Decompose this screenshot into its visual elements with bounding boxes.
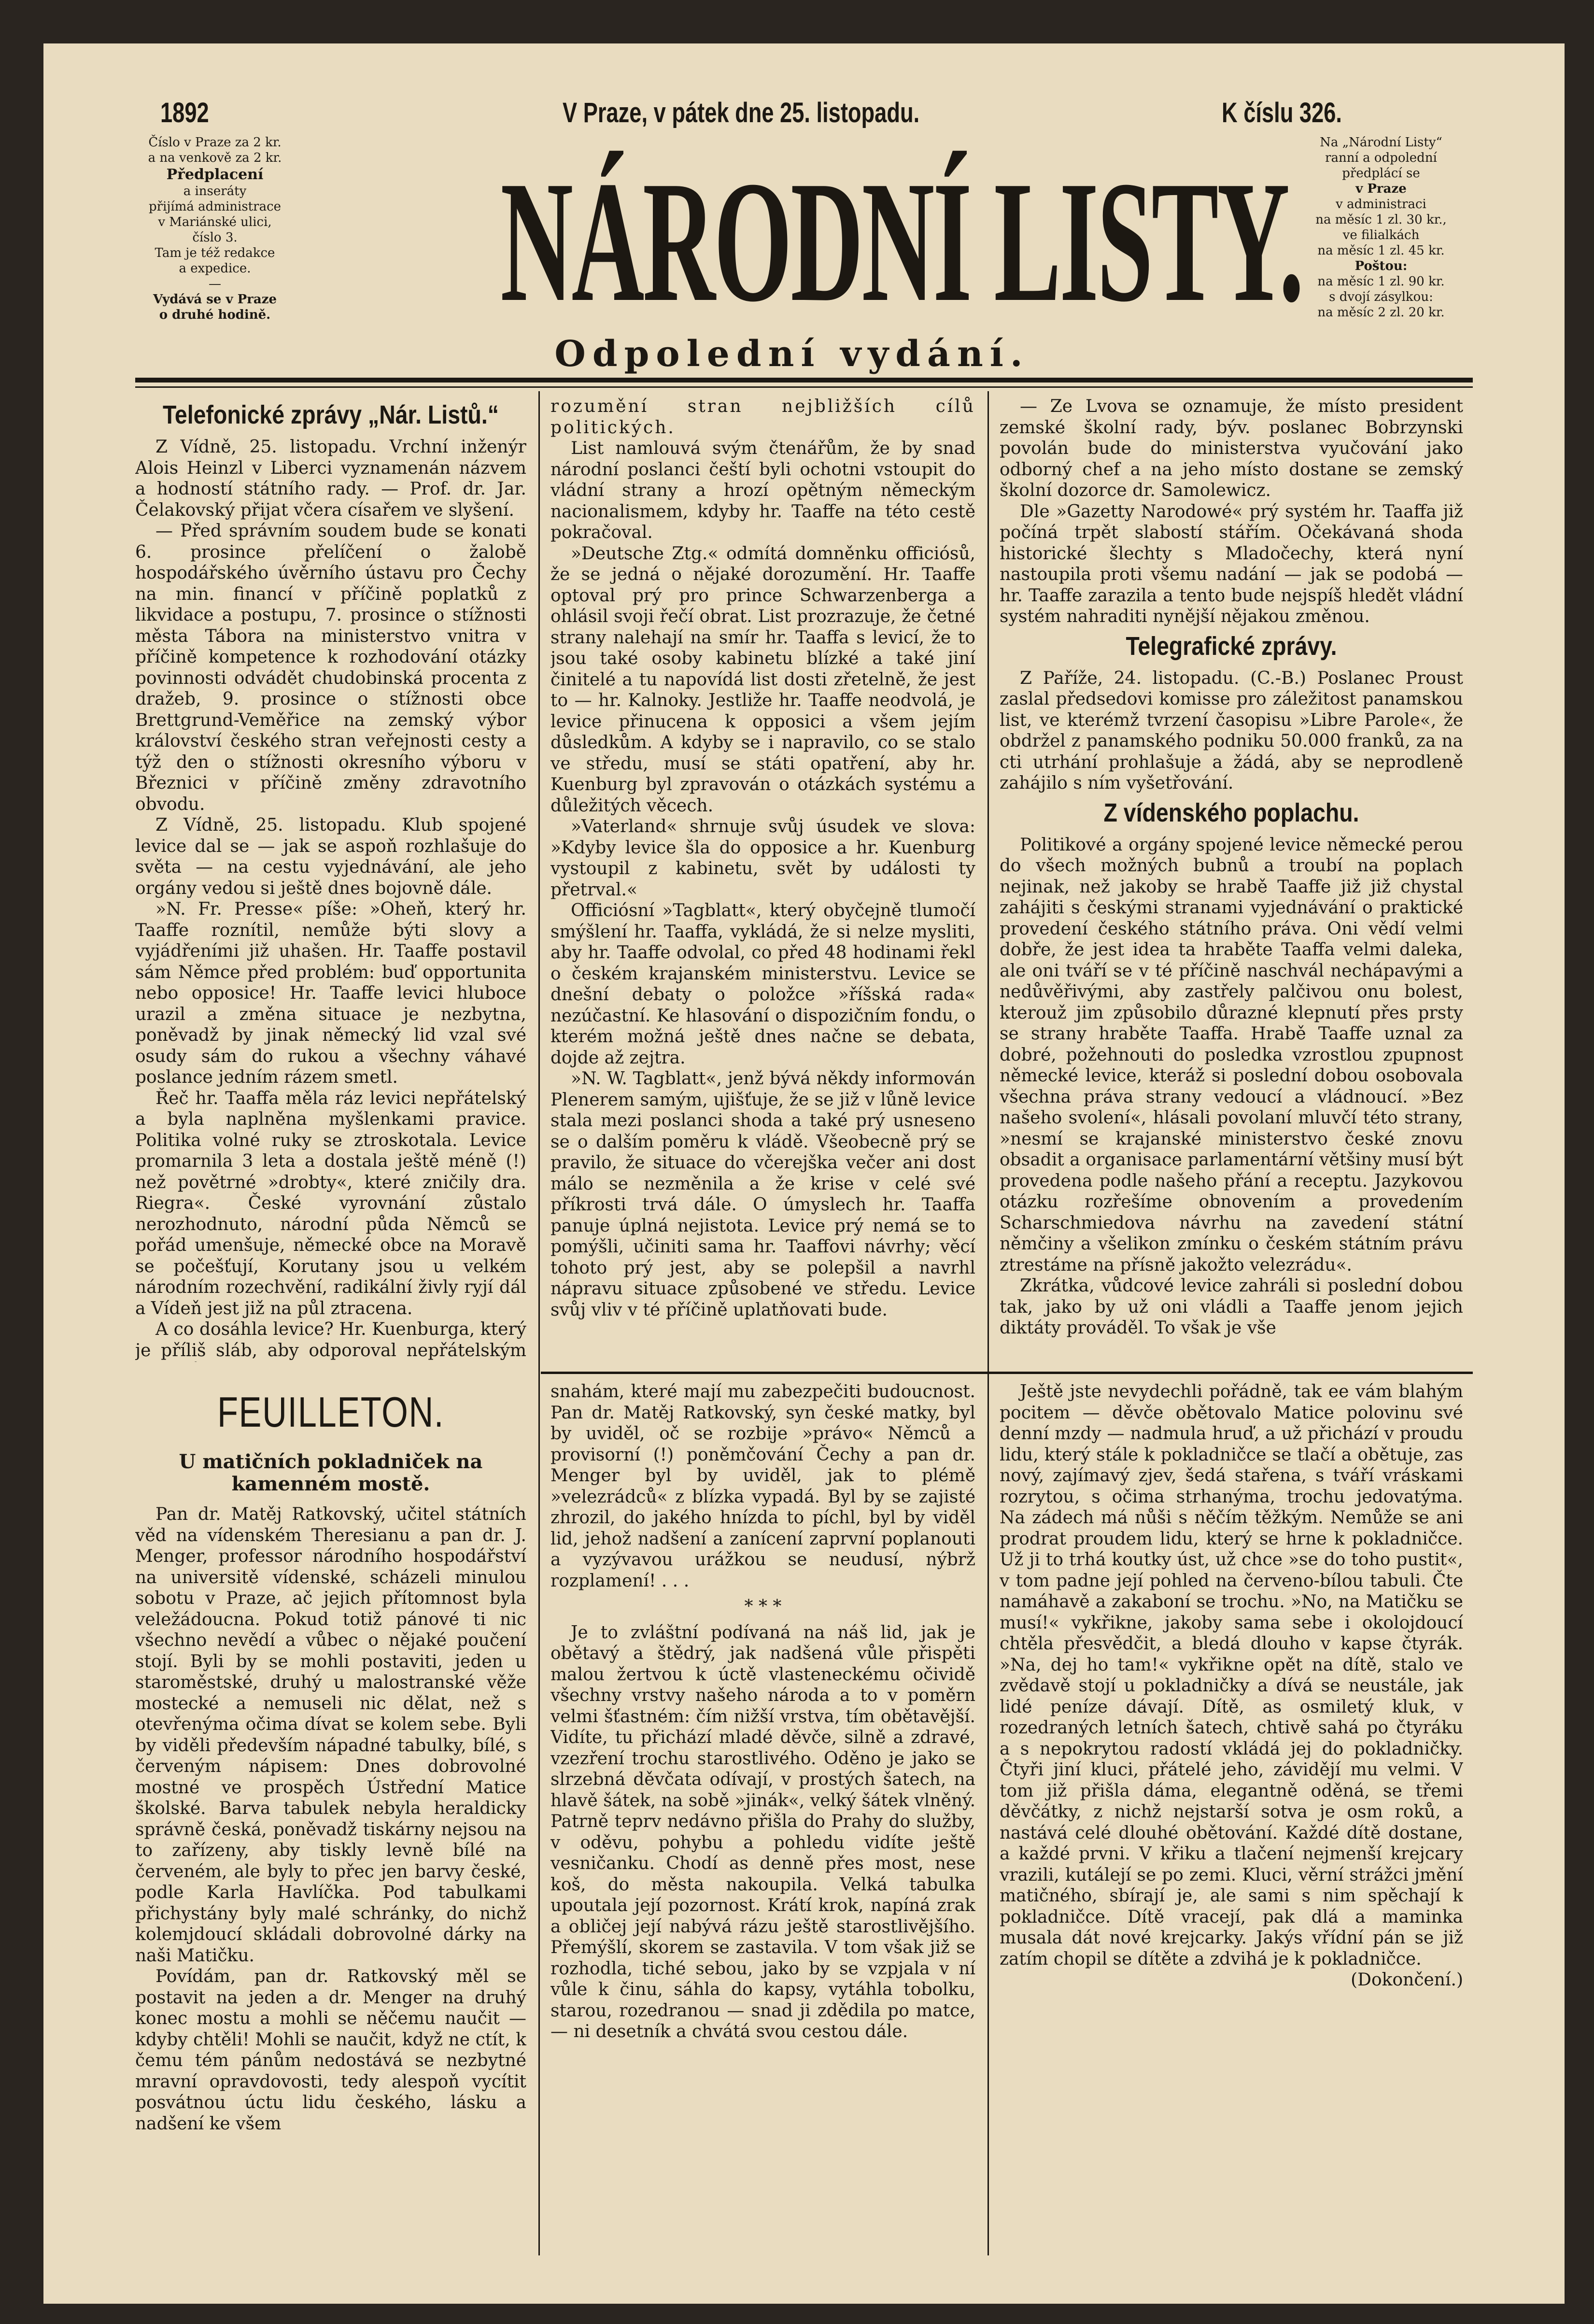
- article-paragraph: Z Vídně, 25. listopadu. Vrchní inženýr Alois Heinzl v Liberci vyznamenán názvem a hodností státního rady. — Prof. dr. Jar. Čelakovský přijat včera císařem ve slyšení.: [135, 437, 526, 520]
- section-heading-telegraphic: Telegrafické zprávy.: [1126, 631, 1337, 661]
- article-paragraph: Dle »Gazetty Narodowé« prý systém hr. Taaffa již počíná trpět slabostí stářím. Očekávaná shoda historické šlechty s Mladočechy, která nyní nastoupila proti všemu nadání — jak se podobá — hr. Taaffe zarazila a tento bude nejspíš hledět vládní systém nahraditi nynější nějakou změnou.: [1000, 501, 1463, 626]
- feuilleton-title: FEUILLETON.: [217, 1388, 445, 1436]
- article-paragraph: Ještě jste nevydechli pořádně, tak ee vám blahým pocitem — děvče obětovalo Matice polovinu své denní mzdy — nadmula hruď, a už přichází v proudu lidu, který stále k pokladničce se tlačí a obětuje, zas nový, zajímavý zjev, šedá stařena, s tváří vráskami rozrytou, s očima strhanýma, trochu jedovatýma. Na zádech má nůši s něčím těžkým. Nemůže se ani prodrat proudem lidu, který se hrne k pokladničce. Už ji to trhá koutky úst, už chce »se do toho pustit«, v tom padne její pohled na červeno-bílou tabuli. Čte namáhavě a zakaboní se trochu. »No, na Matičku se musí!« vykřikne, jakoby sama sebe i okolojdoucí chtěla přesvědčit, a bledá dlouho v kapse čtyrák. »Na, dej ho tam!« vykřikne opět na dítě, stalo ve zvědavě stojí u pokladničky a dívá se neustále, jak lidé peníze dávají. Dítě, as osmiletý kluk, v rozedraných letních šatech, chtivě sahá po čtyráku a s nepokrytou radostí vkládá jej do pokladničky. Čtyři jiní kluci, přátelé jeho, závidějí mu velmi. V tom již přišla dáma, elegantně oděná, se třemi děvčátky, z nichž nejstarší sotva je osm roků, a nastává celé dlouhé obětování. Každé dítě dostane, a každé prvni. V křiku a tlačení nejmenší krejcary vrazili, kutálejí se po zemi. Kluci, věrní strážci jmění matičného, sbírají je, ale sami s nim spěchají k pokladničce. Dítě vracejí, pak dlá a maminka musala dát nové krejcarky. Jakýs vřídní pán se již zatím chopil se dítěte a zdvihá je k pokladničce.: [1000, 1382, 1463, 1969]
- article-paragraph: »Deutsche Ztg.« odmítá domněnku officiósů, že se jedná o nějaké dorozumění. Hr. Taaffe optoval prý pro prince Schwarzenberga a ohlásil svoji řečí obrat. List prozrazuje, že četné strany nalehají na smír hr. Taaffa s levicí, že to jsou také osoby kabinetu blízké a také jiní činitelé a tu napovídá list dosti zřetelně, že jest to — hr. Kalnoky. Jestliže hr. Taaffe neodvolá, je levice přinucena k opposici a všem jejím důsledkům. A kdyby se i napravilo, co se stalo ve středu, musí se státi opatření, aby hr. Kuenburg byl zpravován o otázkách systému a důležitých věcech.: [550, 543, 975, 816]
- dateline: V Praze, v pátek dne 25. listopadu.: [563, 97, 920, 128]
- section-stars: * * *: [744, 1597, 782, 1616]
- article-paragraph: Politikové a orgány spojené levice německé perou do všech možných bubnů a troubí na poplach nejinak, než jakoby se hrabě Taaffe již již chystal zahájiti s českými stranami vyjednávání o praktické provedení českého státního práva. Oni vědí velmi dobře, že jest idea ta hraběte Taaffa velmi daleka, ale oni tváří se v té příčině naschvál nechápavými a nedůvěřivými, aby zastřely palčivou onu bolest, kterouž jim způsobilo důrazné klepnutí přes prsty se strany hraběte Taaffa. Hrabě Taaffe uznal za dobré, požehnouti do posledka vzrostlou zpupnost německé levice, kteráž si poslední dobou osobovala všechna práva strany vedoucí a vládnoucí. »Bez našeho svolení«, hlásali povolaní mluvčí této strany, »nesmí se krajanské ministerstvo české znovu obsadit a organisace parlamentární většiny musí být provedena podle našeho přání a receptu. Jazykovou otázku rozřešíme obnovením a provedením Scharschmiedova návrhu na zavedení státní němčiny a všelikon zmínku o českém státním právu ztrestáme na přísně jakožto velezrádu«.: [1000, 835, 1463, 1275]
- edition-subtitle: Odpolední vydání.: [554, 333, 1030, 375]
- column-rule: [538, 391, 540, 2255]
- masthead-rule: [135, 378, 1473, 383]
- column-rule: [987, 391, 989, 2255]
- continuation-note: (Dokončení.): [1351, 1970, 1463, 1990]
- article-paragraph: »Vaterland« shrnuje svůj úsudek ve slova: »Kdyby levice šla do opposice a hr. Kuenburg vystoupil z kabinetu, svět by události ty přetrval.«: [550, 817, 975, 900]
- article-paragraph: Je to zvláštní podívaná na náš lid, jak je obětavý a štědrý, jak nadšená vůle přispěti malou žertvou k úctě vlasteneckému očividě všechny vrstvy našeho národa a to v poměrn velmi šťastném: čím nižší vrstva, tím obětavější. Vidíte, tu přichází mladé děvče, silně a zdravé, vzezření trochu starostlivého. Oděno je jako se slrzebná děvčata odívají, v prostých šatech, na hlavě šátek, na sobě »jinák«, velký šátek vlněný. Patrně teprv nedávno přišla do Prahy do služby, v oděvu, pohybu a pohledu vidíte ještě vesničanku. Chodí as denně přes most, nese koš, do města nakoupila. Velká tabulka upoutala její pozornost. Krátí krok, napíná zrak a obličej její nabývá rázu ještě starostlivějšího. Přemýšlí, skorem se zastavila. V tom však již se rozhodla, tiché sebou, jako by se vzpjala v ní vůle k činu, sáhla do kapsy, vytáhla tobolku, starou, rozedranou — snad ji zdědila po matce, — ni desetník a chvátá svou cestou dále.: [550, 1622, 975, 2041]
- feuilleton-column-1: [135, 1376, 526, 2255]
- year: 1892: [160, 97, 209, 128]
- feuilleton-subtitle: U matičních pokladniček na kamenném mostě.: [179, 1450, 483, 1495]
- issue-number: K číslu 326.: [1222, 97, 1342, 128]
- article-paragraph: Povídám, pan dr. Ratkovský měl se postavit na jeden a dr. Menger na druhý konec mostu a mohli se něčemu naučit — kdyby chtěli! Mohli se naučit, když ne ctít, k čemu tém pánům nedostává se nezbytné mravní opravdovosti, tedy alespoň vycítit posvátnou úctu lidu českého, lásku a nadšení ke všem: [135, 1967, 526, 2134]
- article-paragraph: Zkrátka, vůdcové levice zahráli si poslední dobou tak, jako by už oni vládli a Taaffe jenom jejich diktáty prováděl. To však je vše: [1000, 1276, 1463, 1338]
- article-paragraph: List namlouvá svým čtenářům, že by snad národní poslanci čeští byli ochotni vstoupit do vládní strany a hrozí opětným německým nacionalismem, kdyby hr. Taaffe na této cestě pokračoval.: [550, 439, 975, 542]
- right-subscription-note: Na „Národní Listy“ ranní a odpolední předplácí se v Praze v administraci na měsíc 1 zl. 30 kr., ve filialkách na měsíc 1 zl. 45 kr. Poštou: na měsíc 1 zl. 90 kr. s dvojí zásylkou: na měsíc 2 zl. 20 kr.: [1315, 135, 1447, 320]
- article-paragraph: — Ze Lvova se oznamuje, že místo president zemské školní rady, býv. poslanec Bobrzynski povolán bude do ministerstva vyučování jako odborný chef a na jeho místo dostane se zemský školní dozorce dr. Samolewicz.: [1000, 397, 1463, 500]
- article-paragraph: »N. Fr. Presse« píše: »Oheň, který hr. Taaffe roznítil, nemůže býti slovy a vyjádřeními již uhašen. Hr. Taaffe postavil sám Němce před problém: buď opportunita nebo opposice! Hr. Taaffe levici hluboce urazil a změna situace je nezbytna, poněvadž by jinak německý lid vzal své osudy sám do rukou a všechny váhavé poslance jedním rázem smetl.: [135, 899, 526, 1087]
- feuilleton-rule: [541, 1372, 1473, 1374]
- article-paragraph: Z Paříže, 24. listopadu. (C.-B.) Poslanec Proust zaslal předsedovi komisse pro záležitost panamskou list, ve kterémž tvrzení časopisu »Libre Parole«, že obdržel z panamského podniku 50.000 franků, za na cti utrhání prohlašuje a žádá, aby se neprodleně zahájilo s ním vyšetřování.: [1000, 668, 1463, 793]
- article-paragraph: Pan dr. Matěj Ratkovský, učitel státních věd na vídenském Theresianu a pan dr. J. Menger, professor národního hospodářství na universitě vídenské, scházeli minulou sobotu v Praze, ač jejich přítomnost byla veležádoucna. Pokud totiž pánové ti nic všechno nevědí a vůbec o nějaké poučení stojí. Byli by se mohli postaviti, jeden u staroměstské, druhý u malostranské věže mostecké a nemuseli nic dělat, než s otevřenýma očima dívat se kolem sebe. Byli by viděli především nápadné tabulky, bílé, s červeným nápisem: Dnes dobrovolné mostné ve prospěch Ústřední Matice školské. Barva tabulek nebyla heraldicky správně česká, poněvadž tiskárny nejsou na to zařízeny, aby tiskly levně bílé na červeném, ale byly to přec jen barvy české, podle Karla Havlíčka. Pod tabulkami přichystány byly malé schránky, do nichž kolemjdoucí skládali dobrovolné dárky na naši Matičku.: [135, 1504, 526, 1966]
- article-paragraph: rozumění stran nejbližších cílů politických.: [550, 397, 975, 438]
- article-paragraph: Officiósní »Tagblatt«, který obyčejně tlumočí smýšlení hr. Taaffa, vykládá, že si nelze mysliti, aby hr. Taaffe odvolal, co před 48 hodinami řekl o českém krajanském ministerstvu. Levice se dnešní debaty o položce »říšská rada« nezúčastní. Ke hlasování o dispozičním fondu, o kterém možná ještě dnes načne se debata, dojde až zejtra.: [550, 901, 975, 1068]
- left-subscription-note: Číslo v Praze za 2 kr. a na venkově za 2 kr. Předplacení a inseráty přijímá administrace v Mariánské ulici, číslo 3. Tam je též redakce a expedice. — Vydává se v Praze o druhé hodině.: [148, 135, 282, 322]
- masthead-rule-thin: [135, 386, 1473, 388]
- article-paragraph: A co dosáhla levice? Hr. Kuenburga, který je příliš sláb, aby odporoval nepřátelským: [135, 1319, 526, 1360]
- feuilleton-column-3: [1000, 1381, 1463, 2255]
- column-2: [550, 396, 975, 1362]
- feuilleton-column-2: [550, 1381, 975, 2255]
- article-paragraph: — Před správním soudem bude se konati 6. prosince přelíčení o žalobě hospodářského úvěrního ústavu pro Čechy na min. financí v příčině poplatků z likvidace a postupu, 7. prosince o stížnosti města Tábora na ministerstvo vnitra v příčině kompetence k rozhodování otázky povinnosti odvádět chudobinská procenta z dražeb, 9. prosince o stížnosti obce Brettgrund-Veměřice na zemský výbor království českého stran veřejnosti cesty a týž den o stížnosti okresního výboru v Březnici v příčině změny zdravotního obvodu.: [135, 521, 526, 814]
- column-3: [1000, 396, 1463, 1362]
- column-1: [135, 396, 526, 1362]
- newspaper-title: NÁRODNÍ LISTY.: [500, 145, 1303, 338]
- article-paragraph: Řeč hr. Taaffa měla ráz levici nepřátelský a byla naplněna myšlenkami pravice. Politika volné ruky se ztroskotala. Levice promarnila 3 leta a dostala ještě méně (!) než povětrné »drobty«, které zničily dra. Riegra«. České vyrovnání zůstalo nerozhodnuto, národní půda Němců se pořád umenšuje, německé obce na Moravě se počešťují, Korutany jsou u velkém národním rozechvění, radikální živly ryjí dál a Vídeň jest již na půl ztracena.: [135, 1088, 526, 1318]
- newspaper-page: [43, 43, 1565, 2304]
- section-heading-telephone: Telefonické zprávy „Nár. Listů.“: [163, 400, 499, 429]
- section-heading-vienna: Z vídenského poplachu.: [1103, 798, 1359, 827]
- article-paragraph: snahám, které mají mu zabezpečiti budoucnost. Pan dr. Matěj Ratkovský, syn české matky, byl by uviděl, oč se rozbije »právo« Němců a provisorní (!) poněmčování Čechy a pan dr. Menger byl by uviděl, jak to plémě »velezrádců« z blízka vypadá. Byl by se zajisté zhrozil, do jakého hnízda to píchl, byl by viděl lid, jehož nadšení a zanícení zaprvní poplanouti a vyzývavou urážkou se neudusí, nýbrž rozplamení! . . .: [550, 1382, 975, 1591]
- article-paragraph: »N. W. Tagblatt«, jenž bývá někdy informován Plenerem samým, ujišťuje, že se již v lůně levice stala mezi poslanci shoda a také prý usneseno se o dalším poměru k vládě. Všeobecně prý se pravilo, že situace do včerejška večer ani dost málo se nezměnila a že krise v celé své příkrosti trvá dále. O úmyslech hr. Taaffa panuje úplná nejistota. Levice prý nemá se to pomýšli, učiniti sama hr. Taaffovi návrhy; věcí tohoto prý jest, aby se polepšil a navrhl nápravu situace způsobené ve středu. Levice svůj vliv v té příčině uplatňovati bude.: [550, 1069, 975, 1320]
- article-paragraph: Z Vídně, 25. listopadu. Klub spojené levice dal se — jak se aspoň rozhlašuje do světa — na cestu vyjednávání, ale jeho orgány vedou si ještě dnes bojovně dále.: [135, 815, 526, 898]
